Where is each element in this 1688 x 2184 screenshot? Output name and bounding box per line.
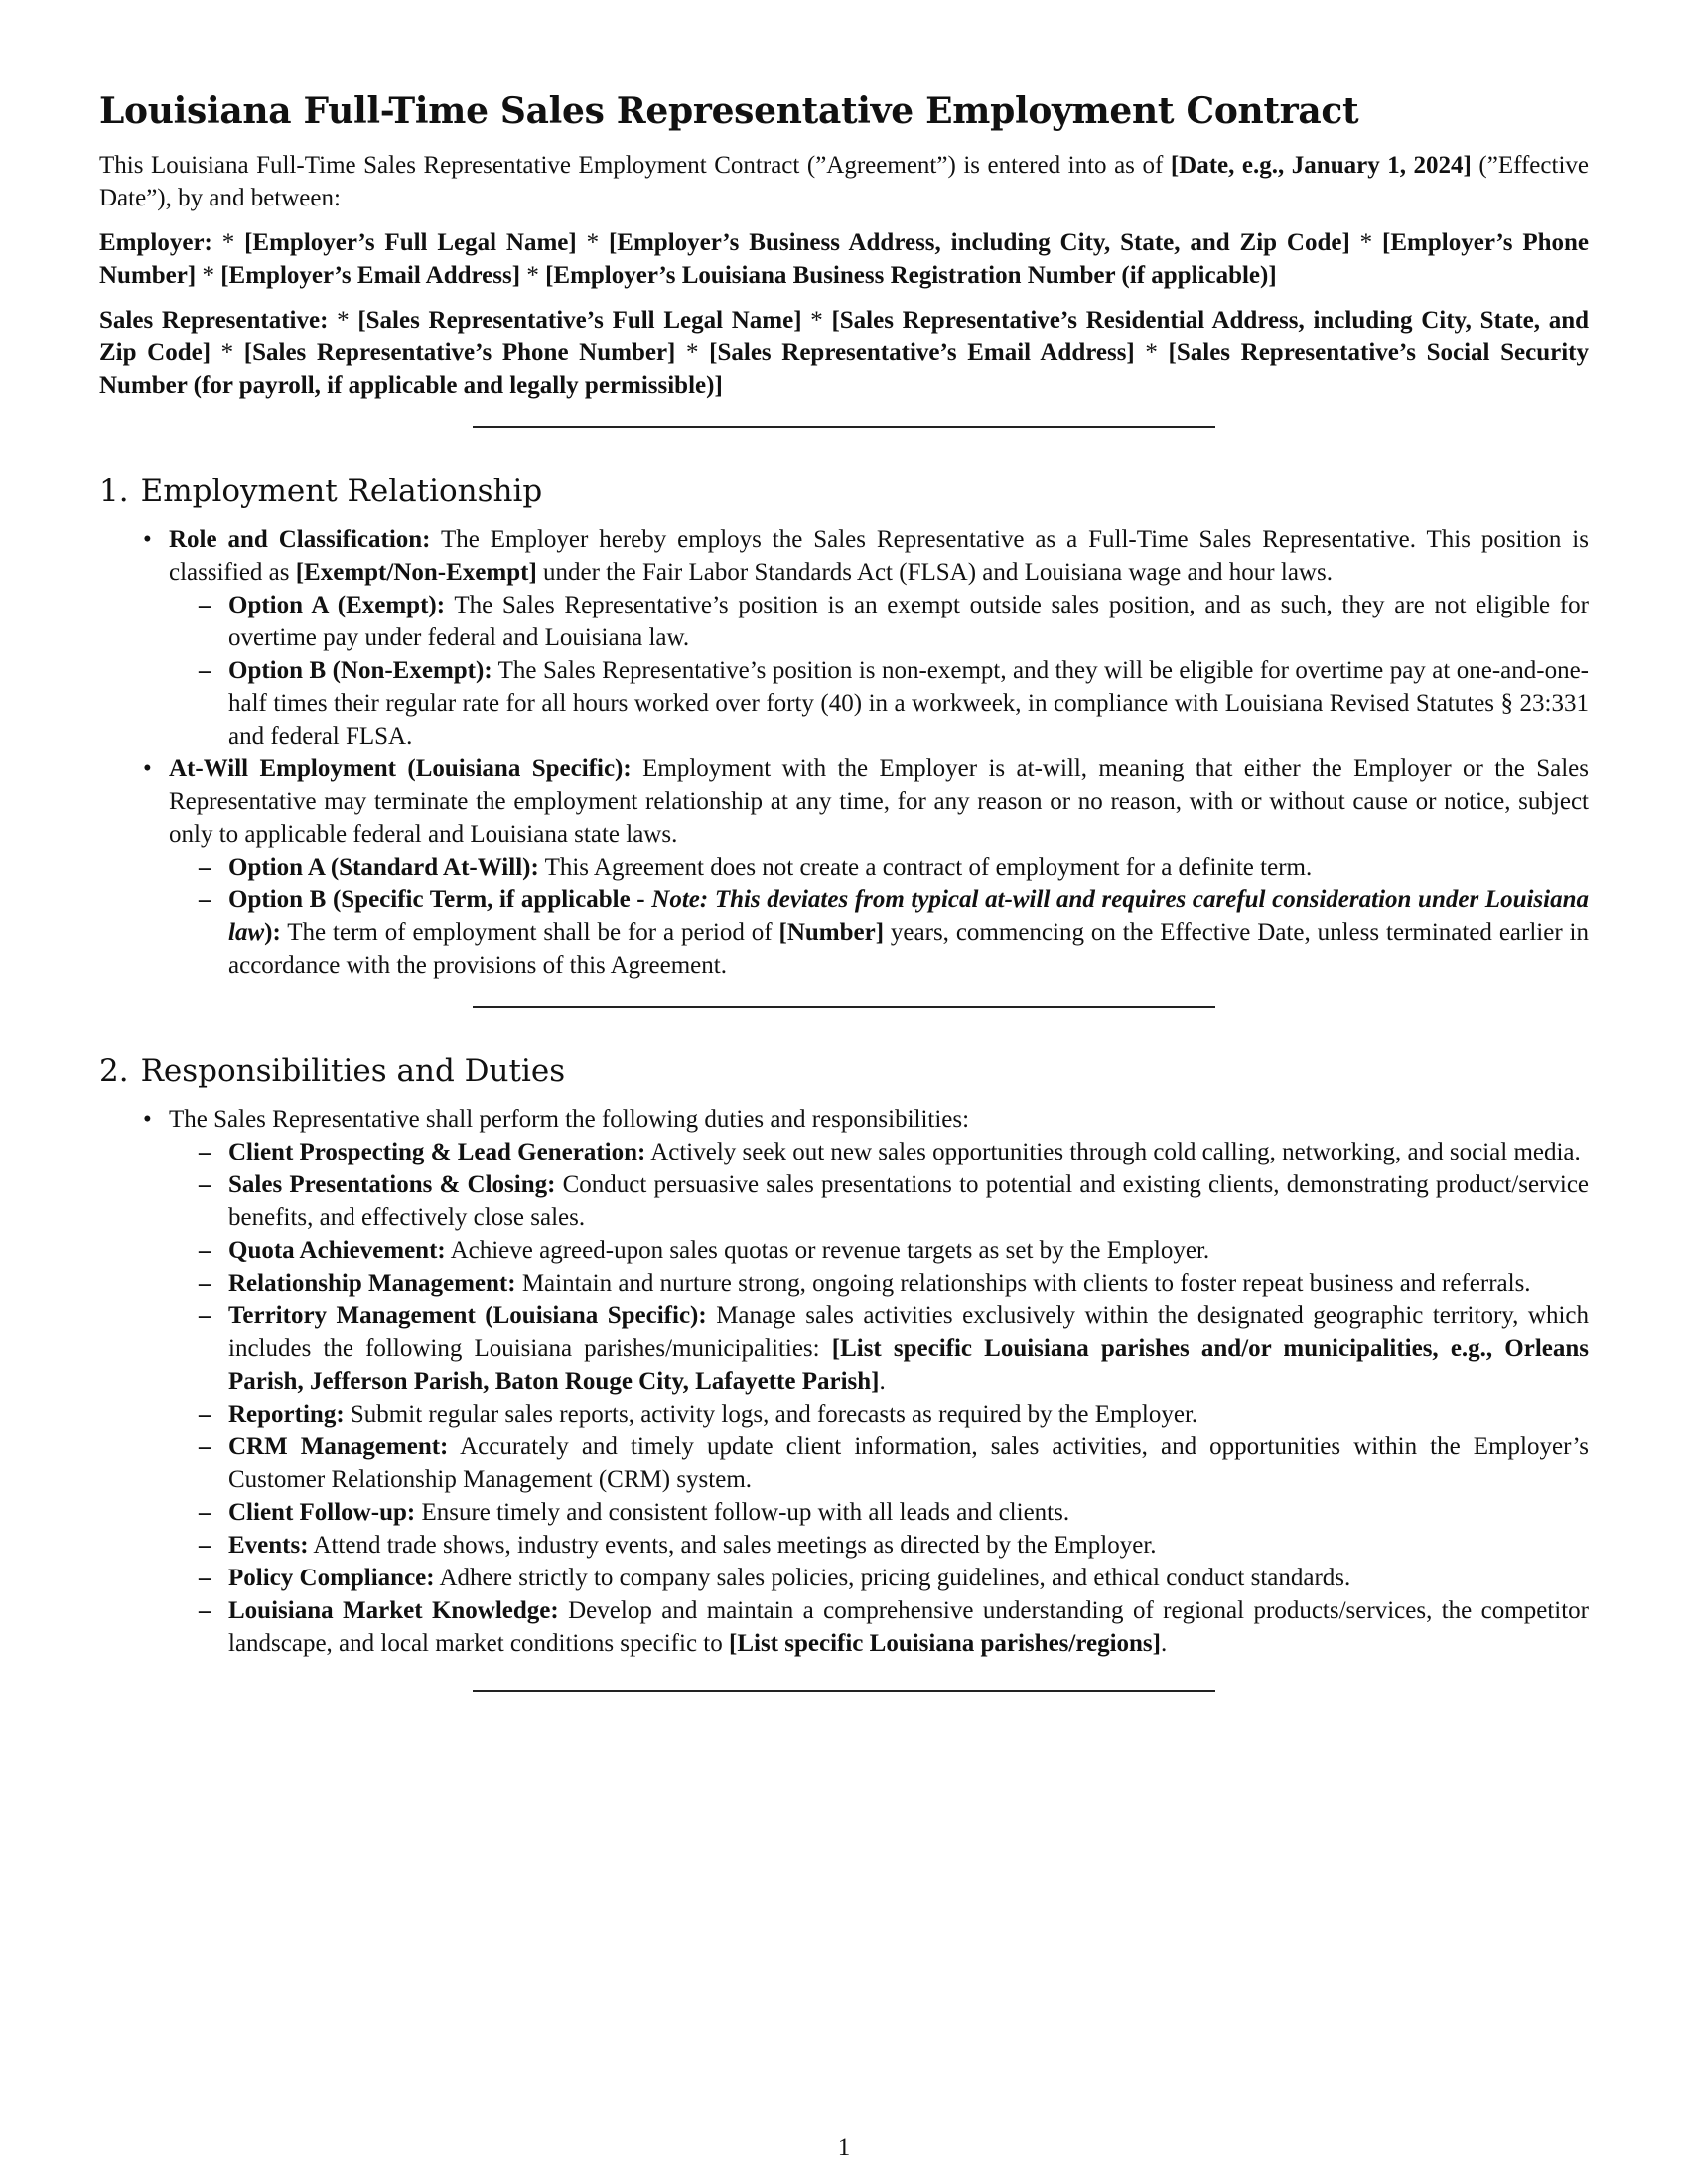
sales-rep-field: [Sales Representative’s Residential Address, including City, State, and Zip Code] bbox=[99, 307, 1590, 366]
role-options-list bbox=[169, 589, 1589, 752]
item-text: This Agreement does not create a contract of employment for a definite term. bbox=[538, 854, 1313, 881]
employer-field: [Employer’s Louisiana Business Registration Number (if applicable)] bbox=[545, 262, 1277, 289]
dash-icon: – bbox=[199, 1401, 211, 1428]
item-label: Quota Achievement: bbox=[228, 1237, 446, 1264]
atwill-options-list bbox=[169, 851, 1589, 982]
section-title: Employment Relationship bbox=[140, 474, 543, 509]
dash-icon: – bbox=[199, 1499, 211, 1526]
date-placeholder: [Date, e.g., January 1, 2024] bbox=[1170, 152, 1472, 179]
item-label: Policy Compliance: bbox=[228, 1565, 435, 1591]
item-text: Manage sales activities exclusively within the designated geographic territory, which includes the following Louisiana parishes/municipalities: bbox=[228, 1302, 1590, 1362]
horizontal-rule bbox=[473, 1690, 1215, 1692]
classification-placeholder: [Exempt/Non-Exempt] bbox=[295, 559, 537, 586]
option-b-note: Note: This deviates from typical at-will and requires careful consideration under Louisiana law bbox=[228, 887, 1589, 946]
intro-text-end: (”Effective Date”), by and between: bbox=[99, 152, 1589, 211]
item-text: The term of employment shall be for a period of bbox=[280, 919, 779, 946]
list-item bbox=[143, 1103, 1590, 1660]
item-text: Accurately and timely update client information, sales activities, and opportunities within the Employer’s Customer Relationship Management (CRM) system. bbox=[228, 1433, 1589, 1493]
duty-item bbox=[199, 1529, 1589, 1562]
item-text: Conduct persuasive sales presentations to potential and existing clients, demonstrating product/service benefits, and effectively close sales. bbox=[228, 1171, 1590, 1231]
list-item bbox=[199, 851, 1589, 884]
section-2-list bbox=[99, 1103, 1589, 1660]
item-label: Client Prospecting & Lead Generation: bbox=[228, 1139, 646, 1165]
item-label: Option B (Non-Exempt): bbox=[228, 657, 492, 684]
item-text: years, commencing on the Effective Date, unless terminated earlier in accordance with the provisions of this Agreement. bbox=[228, 919, 1589, 979]
dash-icon: – bbox=[199, 1302, 211, 1329]
employer-label: Employer: bbox=[99, 229, 212, 256]
page-number: 1 bbox=[837, 2134, 851, 2161]
item-text: The Employer hereby employs the Sales Representative as a Full-Time Sales Representative. This position is classified as bbox=[169, 526, 1589, 586]
section-heading-2 bbox=[99, 1051, 1589, 1091]
regions-placeholder: [List specific Louisiana parishes/regions] bbox=[729, 1630, 1161, 1657]
bullet-icon: • bbox=[143, 1106, 152, 1133]
duty-item bbox=[199, 1267, 1589, 1299]
item-text: Adhere strictly to company sales policies, pricing guidelines, and ethical conduct standards. bbox=[434, 1565, 1351, 1591]
item-text: under the Fair Labor Standards Act (FLSA) and Louisiana wage and hour laws. bbox=[536, 559, 1333, 586]
list-item bbox=[199, 589, 1590, 654]
list-item bbox=[143, 752, 1590, 982]
dash-icon: – bbox=[199, 854, 211, 881]
list-item bbox=[143, 523, 1590, 752]
dash-icon: – bbox=[199, 592, 211, 618]
duty-item bbox=[199, 1431, 1589, 1496]
item-label: Territory Management (Louisiana Specific): bbox=[228, 1302, 707, 1329]
item-label: Events: bbox=[228, 1532, 309, 1559]
section-title: Responsibilities and Duties bbox=[140, 1053, 566, 1089]
dash-icon: – bbox=[199, 1171, 211, 1198]
item-text: The Sales Representative’s position is non-exempt, and they will be eligible for overtime pay at one-and-one-half times their regular rate for all hours worked over forty (40) in a workweek, in compliance with Louisiana Revised Statutes § 23:331 and federal FLSA. bbox=[228, 657, 1589, 750]
employer-field: [Employer’s Full Legal Name] bbox=[244, 229, 577, 256]
item-text: The Sales Representative shall perform the following duties and responsibilities: bbox=[169, 1106, 970, 1133]
sales-rep-field: [Sales Representative’s Social Security Number (for payroll, if applicable and legally permissible)] bbox=[99, 340, 1589, 399]
duty-item bbox=[199, 1234, 1589, 1267]
dash-icon: – bbox=[199, 887, 211, 913]
sales-rep-field: [Sales Representative’s Full Legal Name] bbox=[357, 307, 802, 334]
dash-icon: – bbox=[199, 1139, 211, 1165]
item-text: Achieve agreed-upon sales quotas or revenue targets as set by the Employer. bbox=[445, 1237, 1210, 1264]
territory-placeholder: [List specific Louisiana parishes and/or municipalities, e.g., Orleans Parish, Jefferson Parish, Baton Rouge City, Lafayette Parish] bbox=[228, 1335, 1590, 1395]
item-label: Louisiana Market Knowledge: bbox=[228, 1597, 559, 1624]
term-placeholder: [Number] bbox=[778, 919, 885, 946]
list-item bbox=[199, 884, 1589, 982]
duty-item bbox=[199, 1562, 1589, 1594]
item-tail: . bbox=[879, 1368, 886, 1395]
bullet-icon: • bbox=[143, 755, 152, 782]
employer-field: [Employer’s Business Address, including City, State, and Zip Code] bbox=[608, 229, 1350, 256]
dash-icon: – bbox=[199, 1270, 211, 1297]
item-label: Role and Classification: bbox=[169, 526, 431, 553]
duty-item bbox=[199, 1168, 1590, 1234]
item-text: Develop and maintain a comprehensive understanding of regional products/services, the competitor landscape, and local market conditions specific to bbox=[228, 1597, 1589, 1657]
item-label: Relationship Management: bbox=[228, 1270, 516, 1297]
duty-item bbox=[199, 1398, 1589, 1431]
item-text: Employment with the Employer is at-will, meaning that either the Employer or the Sales Representative may terminate the employment relationship at any time, for any reason or no reason, with or without cause or notice, subject only to applicable federal and Louisiana state laws. bbox=[169, 755, 1590, 848]
section-number: 2. bbox=[99, 1053, 129, 1089]
dash-icon: – bbox=[199, 657, 211, 684]
item-text: Submit regular sales reports, activity logs, and forecasts as required by the Employer. bbox=[344, 1401, 1198, 1428]
item-label: At-Will Employment (Louisiana Specific): bbox=[169, 755, 632, 782]
employer-block: Employer: * [Employer’s Full Legal Name] * [Employer’s Business Address, including City, State, and Zip Code] * [Employer’s Phone Number] * [Employer’s Email Address] * [Employer’s Louisiana Business Registration Number (if applicable)] bbox=[99, 229, 1590, 289]
horizontal-rule bbox=[473, 426, 1215, 428]
employer-field: [Employer’s Email Address] bbox=[220, 262, 521, 289]
dash-icon: – bbox=[199, 1565, 211, 1591]
duty-item bbox=[199, 1136, 1589, 1168]
section-heading-1 bbox=[99, 472, 1589, 511]
option-b-label-end: ): bbox=[264, 919, 281, 946]
document-page bbox=[99, 87, 1589, 1735]
sales-rep-block: Sales Representative: * [Sales Representative’s Full Legal Name] * [Sales Representative’s Residential Address, including City, State, and Zip Code] * [Sales Representative’s Phone Number] * [Sales Representative’s Email Address] * [Sales Representative’s Social Security Number (for payroll, if applicable and legally permissible)] bbox=[99, 307, 1590, 399]
item-label: Client Follow-up: bbox=[228, 1499, 416, 1526]
item-text: Maintain and nurture strong, ongoing relationships with clients to foster repeat business and referrals. bbox=[515, 1270, 1531, 1297]
dash-icon: – bbox=[199, 1532, 211, 1559]
item-text: Actively seek out new sales opportunities through cold calling, networking, and social media. bbox=[645, 1139, 1581, 1165]
section-1-list bbox=[99, 523, 1589, 982]
item-label: Option A (Exempt): bbox=[228, 592, 446, 618]
dash-icon: – bbox=[199, 1597, 211, 1624]
bullet-icon: • bbox=[143, 526, 152, 553]
intro-text: This Louisiana Full-Time Sales Representative Employment Contract (”Agreement”) is entered into as of bbox=[99, 152, 1171, 179]
item-label: Option A (Standard At-Will): bbox=[228, 854, 539, 881]
item-text: Attend trade shows, industry events, and sales meetings as directed by the Employer. bbox=[308, 1532, 1157, 1559]
option-b-label: Option B (Specific Term, if applicable - bbox=[228, 887, 652, 913]
horizontal-rule bbox=[473, 1006, 1215, 1008]
item-text: The Sales Representative’s position is an exempt outside sales position, and as such, they are not eligible for overtime pay under federal and Louisiana law. bbox=[228, 592, 1590, 651]
document-title: Louisiana Full-Time Sales Representative Employment Contract bbox=[99, 90, 1359, 132]
sales-rep-field: [Sales Representative’s Phone Number] bbox=[243, 340, 676, 366]
item-label: Sales Presentations & Closing: bbox=[228, 1171, 556, 1198]
item-label: Reporting: bbox=[228, 1401, 345, 1428]
employer-field: [Employer’s Phone Number] bbox=[99, 229, 1590, 289]
item-label: CRM Management: bbox=[228, 1433, 449, 1460]
sales-rep-label: Sales Representative: bbox=[99, 307, 329, 334]
item-tail: . bbox=[1161, 1630, 1168, 1657]
dash-icon: – bbox=[199, 1237, 211, 1264]
sales-rep-field: [Sales Representative’s Email Address] bbox=[709, 340, 1135, 366]
duty-item bbox=[199, 1496, 1589, 1529]
section-number: 1. bbox=[99, 474, 129, 509]
item-text: Ensure timely and consistent follow-up with all leads and clients. bbox=[415, 1499, 1070, 1526]
intro-paragraph bbox=[99, 149, 1589, 214]
duties-list bbox=[169, 1136, 1589, 1660]
duty-item bbox=[199, 1299, 1590, 1398]
dash-icon: – bbox=[199, 1433, 211, 1460]
list-item bbox=[199, 654, 1589, 752]
duty-item bbox=[199, 1594, 1589, 1660]
